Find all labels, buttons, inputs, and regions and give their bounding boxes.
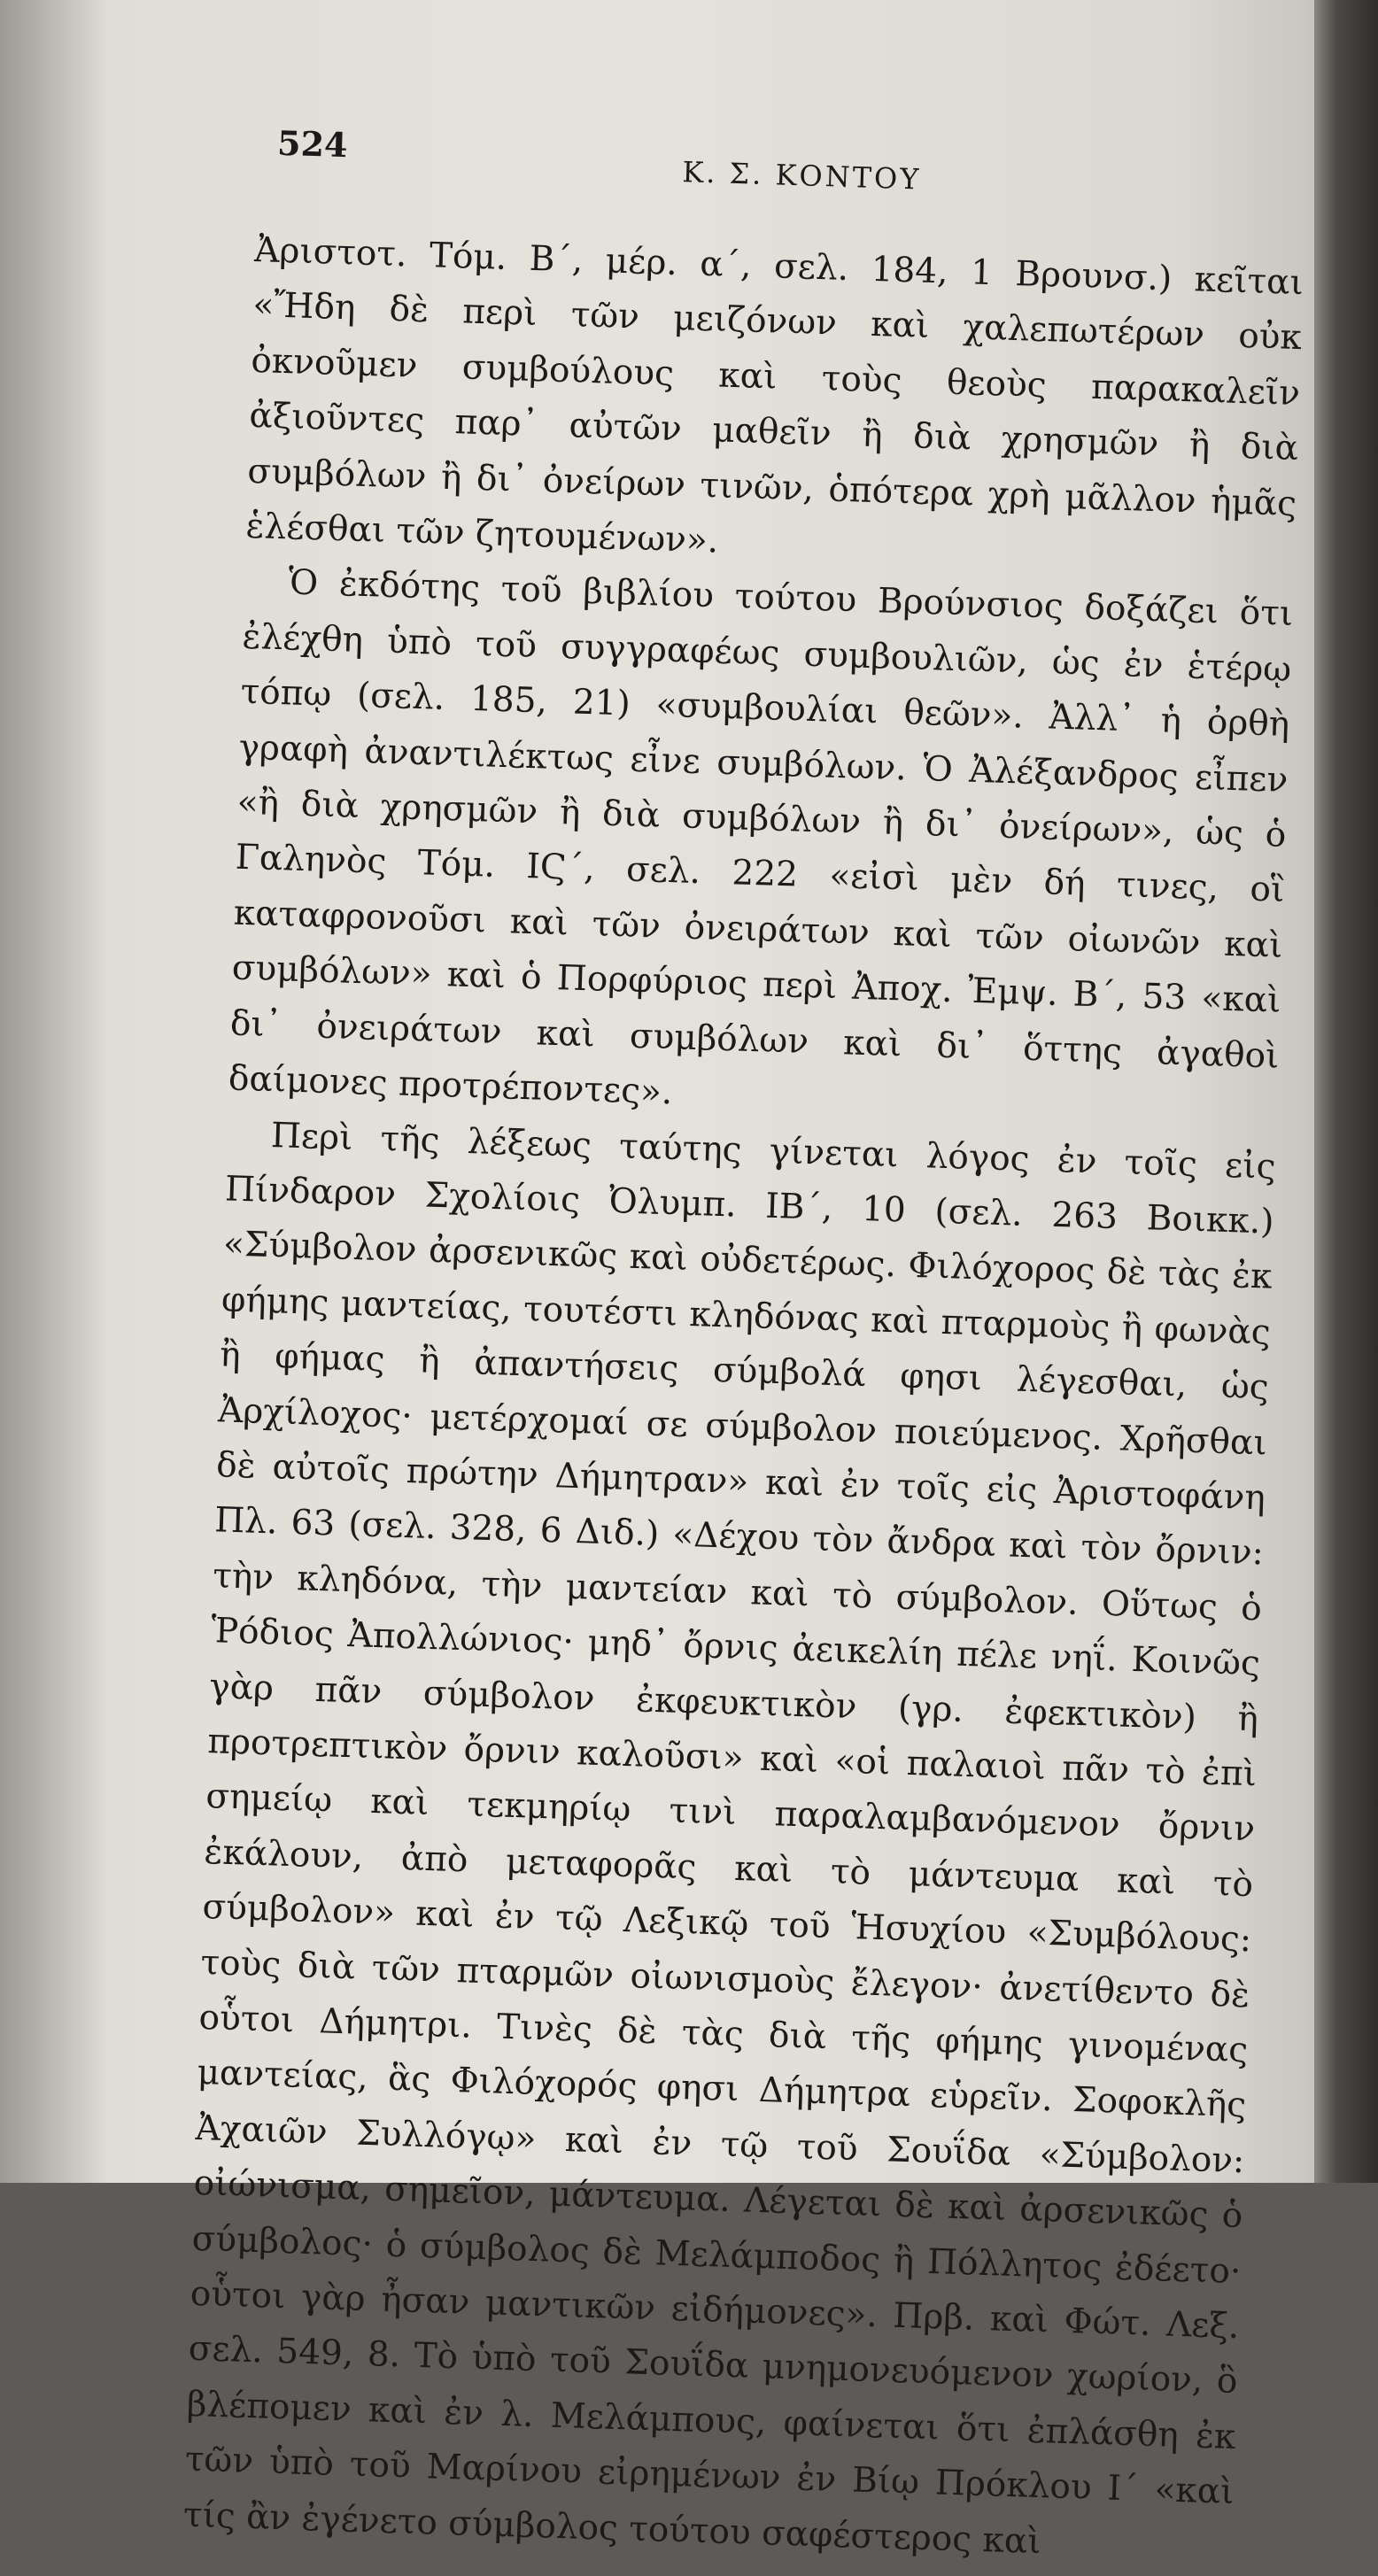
- page-number: 524: [276, 122, 349, 166]
- paragraph: Ἀριστοτ. Τόμ. Β΄, μέρ. α΄, σελ. 184, 1 Βρουνσ.) κεῖται «Ἤδη δὲ περὶ τῶν μειζόνων καὶ χαλεπωτέρων οὐκ ὀκνοῦμεν συμβούλους καὶ τοὺς θεοὺς παρακαλεῖν ἀξιοῦντες παρ᾿ αὐτῶν μαθεῖν ἢ διὰ χρησμῶν ἢ διὰ συμβόλων ἢ δι᾿ ὀνείρων τινῶν, ὁπότερα χρὴ μᾶλλον ἡμᾶς ἑλέσθαι τῶν ζητουμένων».: [244, 229, 1304, 561]
- paragraph: Περὶ τῆς λέξεως ταύτης γίνεται λόγος ἐν τοῖς εἰς Πίνδαρον Σχολίοις Ὀλυμπ. ΙΒ΄, 10 (σελ. 263 Βοικκ.) «Σύμβολον ἀρσενικῶς καὶ οὐδετέρως. Φιλόχορος δὲ τὰς ἐκ φήμης μαντείας, τουτέστι κληδόνας καὶ πταρμοὺς ἢ φωνὰς ἢ φήμας ἢ ἀπαντήσεις σύμβολά φησι λέγεσθαι, ὡς Ἀρχίλοχος· μετέρχομαί σε σύμβολον ποιεύμενος. Χρῆσθαι δὲ αὐτοῖς πρώτην Δήμητραν» καὶ ἐν τοῖς εἰς Ἀριστοφάνη Πλ. 63 (σελ. 328, 6 Διδ.) «Δέχου τὸν ἄνδρα καὶ τὸν ὄρνιν: τὴν κληδόνα, τὴν μαντείαν καὶ τὸ σύμβολον. Οὕτως ὁ Ῥόδιος Ἀπολλώνιος· μηδ᾿ ὄρνις ἀεικελίη πέλε νηΐ. Κοινῶς γὰρ πᾶν σύμβολον ἐκφευκτικὸν (γρ. ἐφεκτικὸν) ἢ προτρεπτικὸν ὄρνιν καλοῦσι» καὶ «οἱ παλαιοὶ πᾶν τὸ ἐπὶ σημείῳ καὶ τεκμηρίῳ τινὶ παραλαμβανόμενον ὄρνιν ἐκάλουν, ἀπὸ μεταφορᾶς καὶ τὸ μάντευμα καὶ τὸ σύμβολον» καὶ ἐν τῷ Λεξικῷ τοῦ Ἡσυχίου «Συμβόλους: τοὺς διὰ τῶν πταρμῶν οἰωνισμοὺς ἔλεγον· ἀνετίθεντο δὲ οὗτοι Δήμητρι. Τινὲς δὲ τὰς διὰ τῆς φήμης γινομένας μαντείας, ἃς Φιλόχορός φησι Δήμητρα εὑρεῖν. Σοφοκλῆς Ἀχαιῶν Συλλόγῳ» καὶ ἐν τῷ τοῦ Σουΐδα «Σύμβολον: οἰώνισμα, σημεῖον, μάντευμα. Λέγεται δὲ καὶ ἀρσενικῶς ὁ σύμβολος· ὁ σύμβολος δὲ Μελάμποδος ἢ Πόλλητος ἐδέετο· οὗτοι γὰρ ἦσαν μαντικῶν εἰδήμονες». Πρβ. καὶ Φώτ. Λεξ. σελ. 549, 8. Τὸ ὑπὸ τοῦ Σουΐδα μνημονευόμενον χωρίον, ὃ βλέπομεν καὶ ἐν λ. Μελάμπους, φαίνεται ὅτι ἐπλάσθη ἐκ τῶν ὑπὸ τοῦ Μαρίνου εἰρημένων ἐν Βίῳ Πρόκλου Ι΄ «καὶ τίς ἂν ἐγένετο σύμβολος τούτου σαφέστερος καὶ: [182, 1115, 1277, 2562]
- paragraph: Ὁ ἐκδότης τοῦ βιβλίου τούτου Βρούνσιος δοξάζει ὅτι ἐλέχθη ὑπὸ τοῦ συγγραφέως συμβουλιῶν, ὡς ἐν ἑτέρῳ τόπῳ (σελ. 185, 21) «συμβουλίαι θεῶν». Ἀλλ᾿ ἡ ὀρθὴ γραφὴ ἀναντιλέκτως εἶνε συμβόλων. Ὁ Ἀλέξανδρος εἶπεν «ἢ διὰ χρησμῶν ἢ διὰ συμβόλων ἢ δι᾿ ὀνείρων», ὡς ὁ Γαληνὸς Τόμ. ΙϚ΄, σελ. 222 «εἰσὶ μὲν δή τινες, οἳ καταφρονοῦσι καὶ τῶν ὀνειράτων καὶ τῶν οἰωνῶν καὶ συμβόλων» καὶ ὁ Πορφύριος περὶ Ἀποχ. Ἐμψ. Β΄, 53 «καὶ δι᾿ ὀνειράτων καὶ συμβόλων καὶ δι᾿ ὅττης ἀγαθοὶ δαίμονες προτρέποντες».: [228, 562, 1294, 1113]
- text-block: [182, 122, 1306, 2562]
- body-text: [182, 223, 1304, 2576]
- page-edge-shadow: [0, 0, 106, 2183]
- book-spine: [1314, 0, 1378, 2183]
- running-head: Κ. Σ. ΚΟΝΤΟΥ: [681, 155, 922, 197]
